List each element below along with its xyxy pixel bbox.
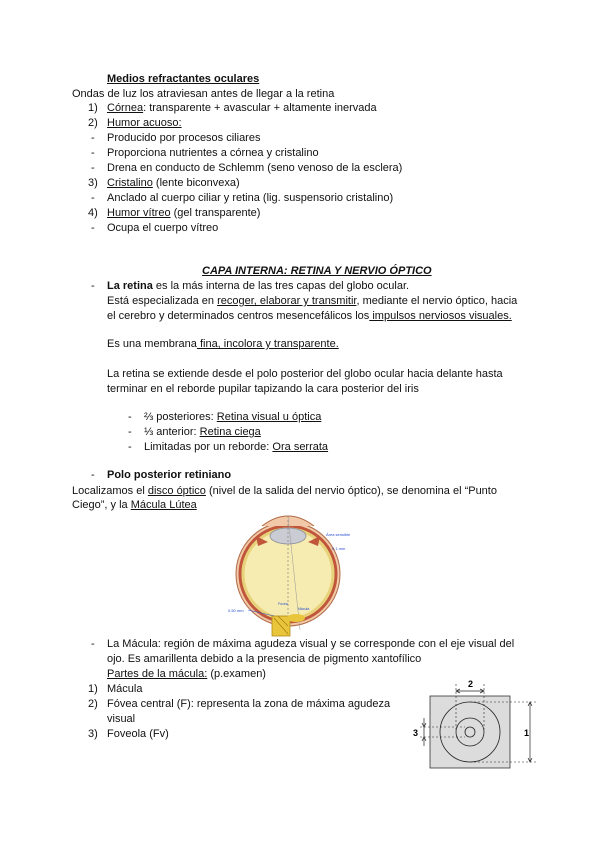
macula-line1: La Mácula: región de máxima agudeza visual y se corresponde con el eje visual del [107, 638, 515, 650]
extension-line1: La retina se extiende desde el polo posterior del globo ocular hacia delante hasta [107, 368, 503, 380]
localizamos-line2 [72, 498, 197, 513]
dash-marker: - [91, 638, 95, 650]
list-marker: 3) [88, 177, 98, 189]
label-2: 2 [468, 680, 474, 689]
list-item: Ocupa el cuerpo vítreo [107, 222, 219, 234]
dash-marker: - [91, 280, 95, 292]
underlined-text: recoger, elaborar y transmitir [217, 295, 357, 307]
text: Es una membrana [107, 338, 197, 350]
list-marker: 1) [88, 102, 98, 114]
dash-marker: - [128, 411, 132, 423]
item-text: (lente biconvexa) [152, 177, 240, 189]
list-marker: 2) [88, 117, 98, 129]
label-macula: Mácula [298, 607, 310, 611]
term-humor-acuoso: Humor acuoso: [107, 117, 182, 129]
retina-spec-line1 [107, 294, 517, 309]
text: el cerebro y determinados centros mesencefálicos los [107, 310, 370, 322]
dash-marker: - [91, 147, 95, 159]
retina-rest: es la más interna de las tres capas del globo ocular. [152, 280, 410, 292]
list-item: visual [107, 713, 136, 725]
partes-macula [107, 667, 266, 682]
list-marker: 2) [88, 698, 98, 710]
list-item: Proporciona nutrientes a córnea y cristalino [107, 147, 319, 159]
underlined-text: Partes de la mácula: [107, 668, 208, 680]
sub-item [144, 425, 261, 440]
sub-item [144, 410, 321, 425]
text: ⅔ posteriores: [144, 411, 217, 423]
section-title-medios: Medios refractantes oculares [107, 73, 260, 85]
term-cornea: Córnea [107, 102, 144, 114]
text: ⅓ anterior: [144, 426, 200, 438]
text: , mediante el nervio óptico, hacia [356, 295, 518, 307]
text: Localizamos el [72, 485, 148, 497]
label-fovea: Fóvea [278, 602, 288, 606]
macula-square [430, 696, 510, 768]
section-title-capa-interna: CAPA INTERNA: RETINA Y NERVIO ÓPTICO [202, 265, 432, 277]
dash-marker: - [91, 132, 95, 144]
macula-line2: ojo. Es amarillenta debido a la presencia de pigmento xantofílico [107, 653, 422, 665]
list-item [107, 206, 260, 221]
extension-line2: terminar en el reborde pupilar tapizando la cara posterior del iris [107, 383, 419, 395]
macula-patch [287, 614, 305, 622]
text: Ciego”, y la [72, 499, 131, 511]
dash-marker: - [91, 469, 95, 481]
list-item: Producido por procesos ciliares [107, 132, 261, 144]
underlined-text: Retina visual u óptica [216, 411, 322, 423]
retina-spec-line2 [107, 309, 512, 324]
text: Está especializada en [107, 295, 218, 307]
list-item [88, 101, 98, 116]
list-marker: 4) [88, 207, 98, 219]
underlined-text: fina, incolora y transparente. [196, 338, 339, 350]
list-item: Mácula [107, 683, 143, 695]
term-cristalino: Cristalino [107, 177, 153, 189]
eye-cross-section-figure [228, 512, 356, 640]
list-marker: 1) [88, 683, 98, 695]
term-humor-vitreo: Humor vítreo [107, 207, 171, 219]
label-3: 3 [413, 728, 419, 738]
dash-marker: - [91, 162, 95, 174]
label-diameter: 0.50 mm [228, 608, 244, 613]
dash-marker: - [91, 192, 95, 204]
dash-marker: - [91, 222, 95, 234]
list-item: Anclado al cuerpo ciliar y retina (lig. suspensorio cristalino) [107, 192, 394, 204]
membrana-line [107, 337, 339, 352]
retina-bold: La retina [107, 280, 153, 292]
dash-marker: - [128, 426, 132, 438]
intro-text: Ondas de luz los atraviesan antes de llegar a la retina [72, 88, 335, 100]
localizamos-line1 [72, 484, 497, 499]
list-item: Drena en conducto de Schlemm (seno venoso de la esclera) [107, 162, 403, 174]
underlined-text: Ora serrata [272, 441, 329, 453]
label-area-sensible: Área sensible [326, 532, 351, 537]
list-marker: 3) [88, 728, 98, 740]
list-item [107, 176, 240, 191]
list-item: Fóvea central (F): representa la zona de máxima agudeza [107, 698, 391, 710]
text: Limitadas por un reborde: [144, 441, 273, 453]
list-item [107, 101, 377, 116]
item-text: : transparente + avascular + altamente inervada [143, 102, 377, 114]
label-1: 1 [524, 728, 530, 738]
underlined-text: disco óptico [147, 485, 206, 497]
text: (p.examen) [207, 668, 266, 680]
polo-posterior-title: Polo posterior retiniano [107, 469, 232, 481]
text: (nivel de la salida del nervio óptico), se denomina el “Punto [205, 485, 497, 497]
macula-diagram [410, 680, 545, 770]
retina-intro [107, 279, 409, 294]
underlined-text: impulsos nerviosos visuales. [369, 310, 512, 322]
underlined-text: Mácula Lútea [130, 499, 197, 511]
underlined-text: Retina ciega [199, 426, 261, 438]
label-thickness: 0.1 mm [332, 546, 346, 551]
sub-item [144, 440, 328, 455]
list-item: Foveola (Fv) [107, 728, 169, 740]
dash-marker: - [128, 441, 132, 453]
item-text: (gel transparente) [170, 207, 261, 219]
